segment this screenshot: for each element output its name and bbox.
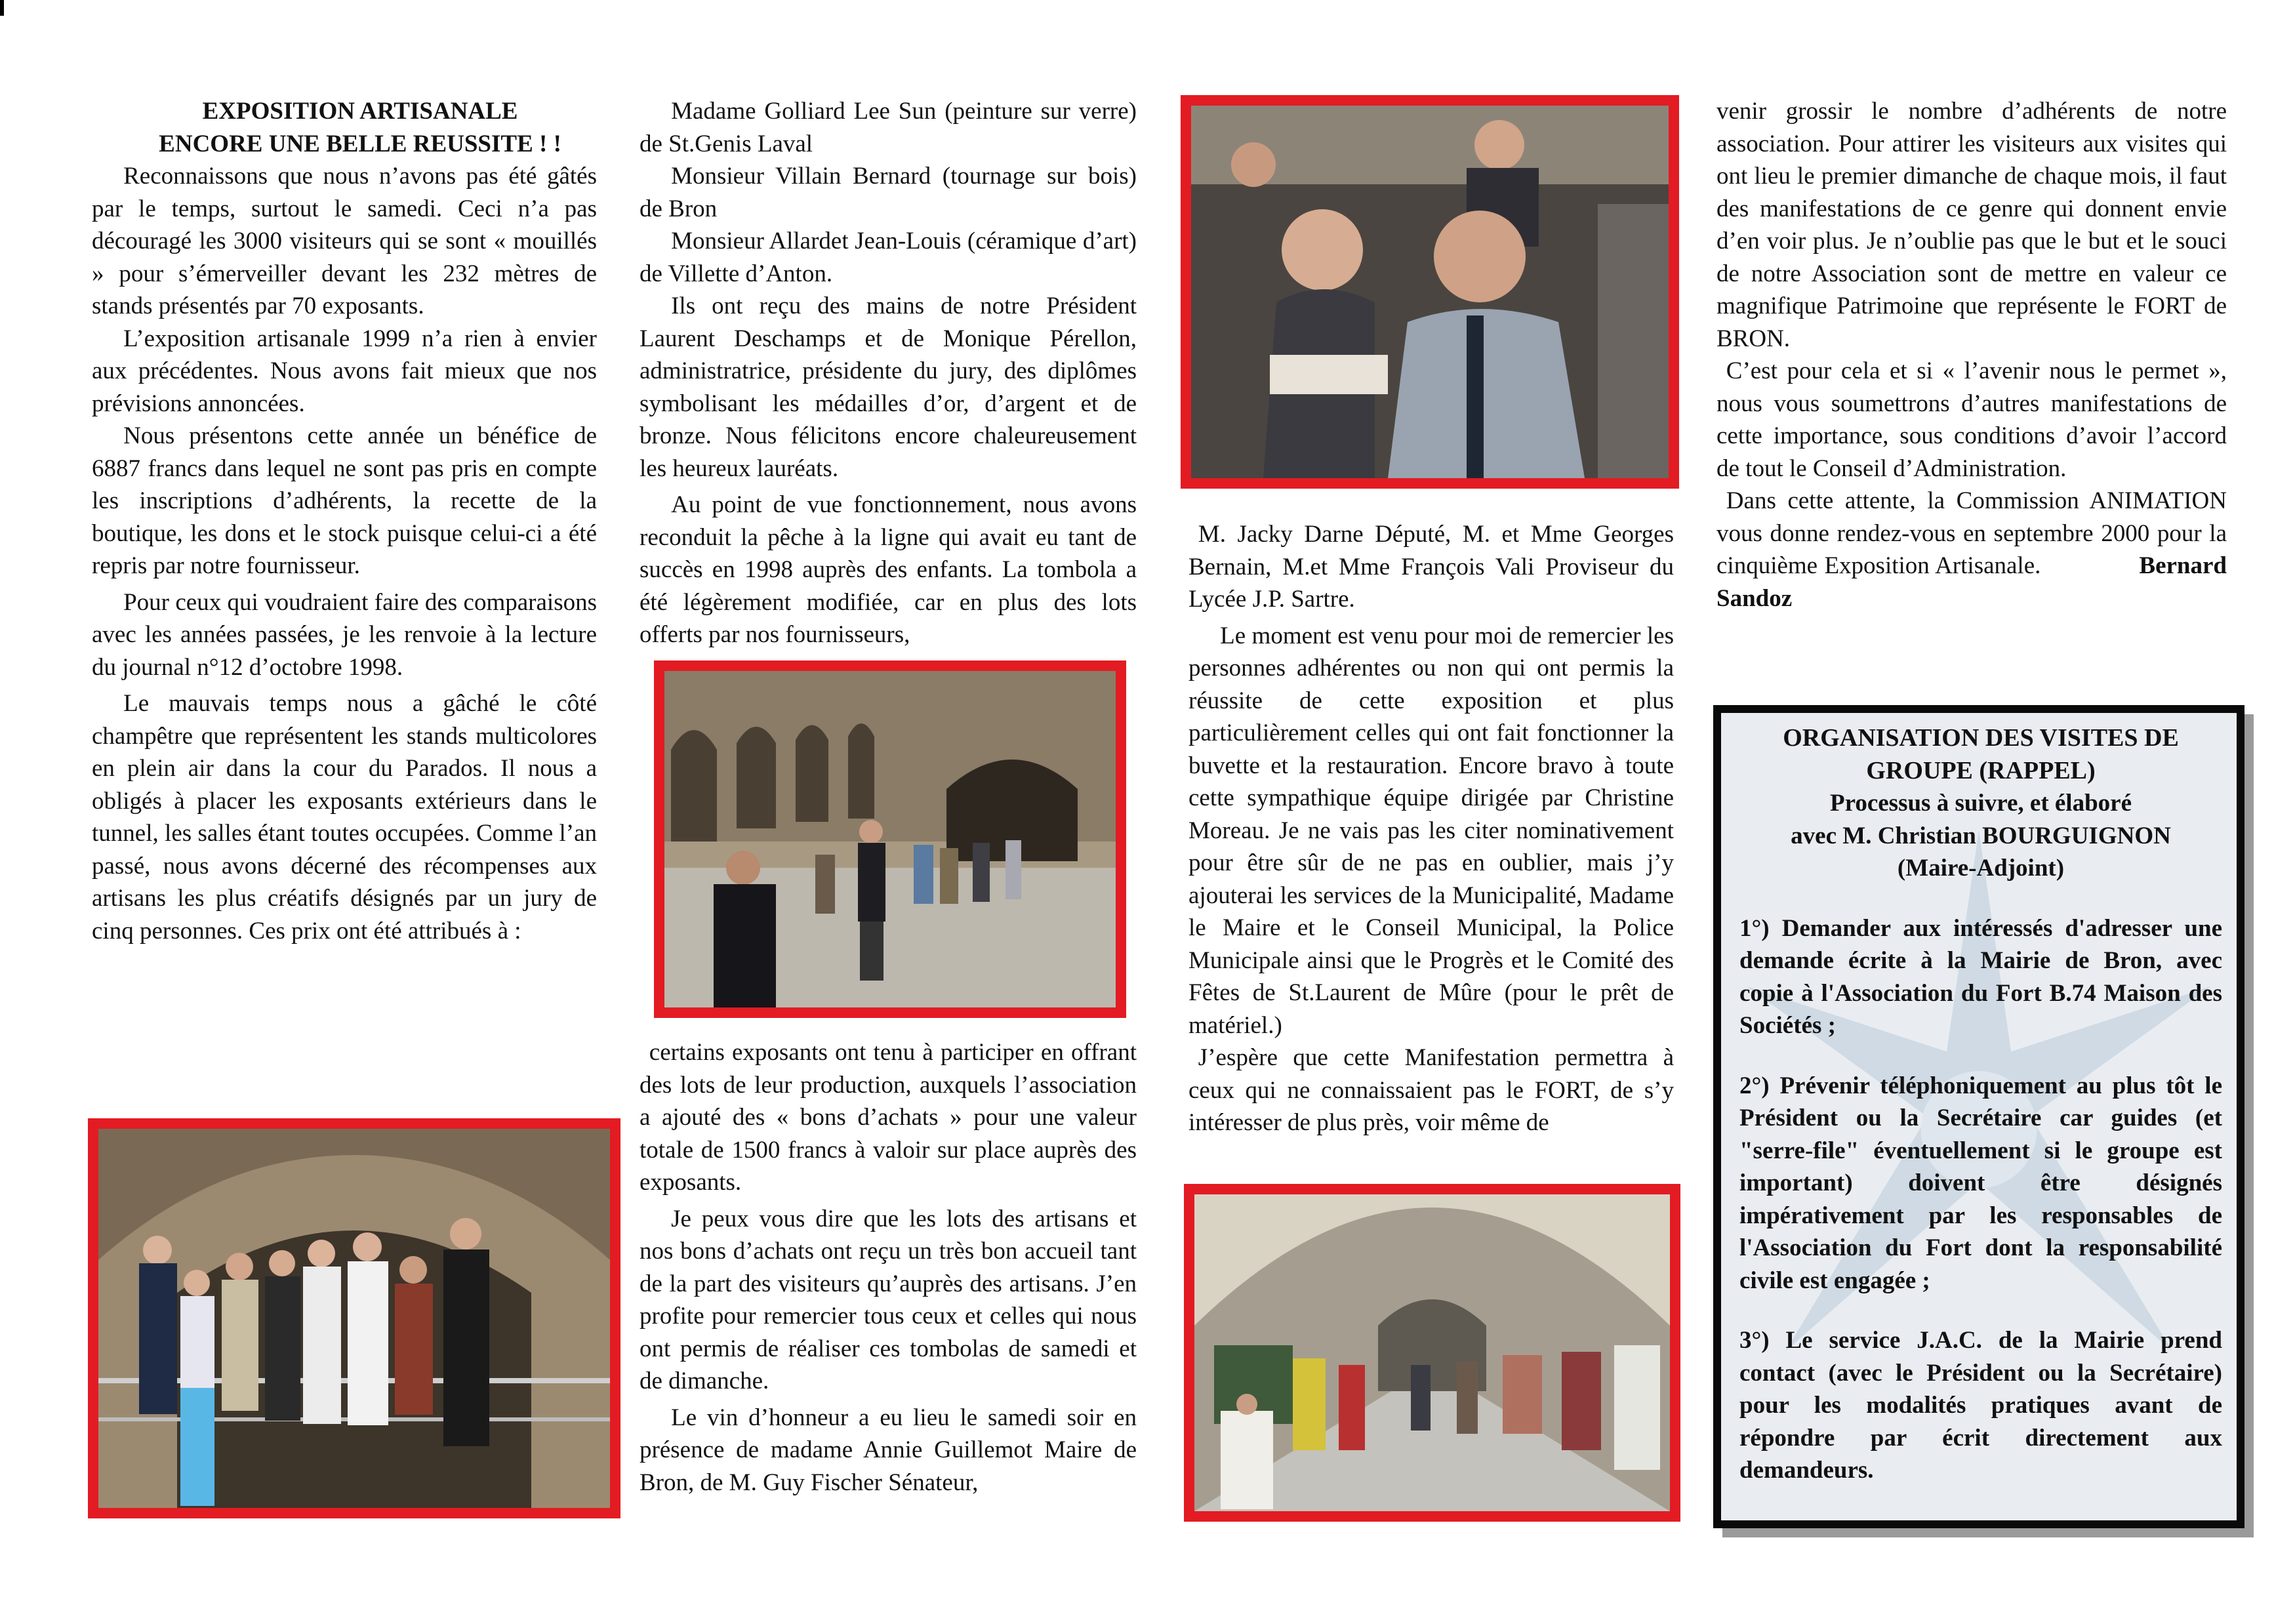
signature: Bernard Sandoz (1716, 552, 2227, 612)
paragraph: Le moment est venu pour moi de remercier les personnes adhérentes ou non qui ont permis la réussite de cette exposition et plus particulièrement celles qui ont fait fonctionner la buvette et la restauration. Encore bravo à toute cette sympathique équipe dirigée par Christine Moreau. Je ne vais pas les citer nominativement pour être sûr de ne pas en oublier, mais j’y ajouterai les services de la Municipalité, Madame le Maire et le Conseil Municipal, la Police Municipale ainsi que le Progrès et le Comité des Fêtes de St.Laurent de Mûre (pour le prêt de matériel.) (1188, 622, 1674, 1039)
column-1 (92, 95, 597, 947)
photo-vin-d-honneur (1181, 95, 1679, 489)
scan-corner-mark (0, 0, 4, 16)
notice-item-2: 2°) Prévenir téléphoniquement au plus tôt le Président ou la Secrétaire car guides (et "serre-file" éventuellement si le groupe est important) doivent être désignés impérativement par les responsables de l'Association du Fort dont la responsabilité civile est engagée ; (1739, 1072, 2222, 1294)
paragraph: J’espère que cette Manifestation permettra à ceux qui ne connaissaient pas le FORT, de s’y intéresser de plus près, voir même de (1188, 1044, 1674, 1136)
notice-subtitle-line1: Processus à suivre, et élaboré (1829, 790, 2132, 817)
photo-fort-courtyard (654, 660, 1126, 1018)
paragraph: Madame Golliard Lee Sun (peinture sur verre) de St.Genis Laval (640, 98, 1137, 157)
paragraph: certains exposants ont tenu à participer en offrant des lots de leur production, auxquels l’association a ajouté des « bons d’achats » pour une valeur totale de 1500 francs à valoir sur place auprès des exposants. (640, 1039, 1137, 1196)
group-visits-notice-box (1713, 705, 2244, 1528)
notice-item-3: 3°) Le service J.A.C. de la Mairie prend contact (avec le Président ou la Secrétaire) pour les modalités pratiques avant de répondre par écrit directement aux demandeurs. (1739, 1327, 2222, 1484)
closing-text: Dans cette attente, la Commission ANIMATION vous donne rendez-vous en septembre 2000 pour la cinquième Exposition Artisanale. (1716, 487, 2227, 579)
column-3 (1188, 518, 1674, 1139)
notice-title: ORGANISATION DES VISITES DE GROUPE (RAPPEL) (1783, 724, 2179, 784)
paragraph (1716, 485, 2227, 615)
paragraph: L’exposition artisanale 1999 n’a rien à envier aux précédentes. Nous avons fait mieux que nos prévisions annoncées. (92, 325, 597, 417)
paragraph: Monsieur Villain Bernard (tournage sur bois) de Bron (640, 163, 1137, 222)
notice-subtitle-line3: (Maire-Adjoint) (1897, 855, 2065, 882)
paragraph: Reconnaissons que nous n’avons pas été gâtés par le temps, surtout le samedi. Ceci n’a pas découragé les 3000 visiteurs qui se sont « mouillés » pour s’émerveiller devant les 232 mètres de stands présentés par 70 exposants. (92, 163, 597, 319)
notice-subtitle-line2: avec M. Christian BOURGUIGNON (1791, 822, 2171, 849)
photo-tunnel-stands (1184, 1184, 1680, 1522)
paragraph: Au point de vue fonctionnement, nous avons reconduit la pêche à la ligne qui avait eu tant de succès en 1998 auprès des enfants. La tombola a été légèrement modifiée, car en plus des lots offerts par nos fournisseurs, (640, 491, 1137, 648)
paragraph: Pour ceux qui voudraient faire des comparaisons avec les années passées, je les renvoie à la lecture du journal n°12 d’octobre 1998. (92, 588, 597, 681)
paragraph: Je peux vous dire que les lots des artisans et nos bons d’achats ont reçu un très bon accueil tant de la part des visiteurs qu’auprès des artisans. J’en profite pour remercier tous ceux et celles qui nous ont permis de réaliser ces tombolas de samedi et de dimanche. (640, 1205, 1137, 1394)
notice-item-1: 1°) Demander aux intéressés d'adresser une demande écrite à la Mairie de Bron, avec copie à l'Association du Fort B.74 Maison des Sociétés ; (1739, 914, 2222, 1039)
paragraph: Monsieur Allardet Jean-Louis (céramique d’art) de Villette d’Anton. (640, 228, 1137, 287)
paragraph: Nous présentons cette année un bénéfice de 6887 francs dans lequel ne sont pas pris en compte les inscriptions d’adhérents, la recette de la boutique, les dons et le stock puisque celui-ci a été repris par notre fournisseur. (92, 422, 597, 579)
paragraph: M. Jacky Darne Député, M. et Mme Georges Bernain, M.et Mme François Vali Proviseur du Lycée J.P. Sartre. (1188, 521, 1674, 613)
paragraph: Ils ont reçu des mains de notre Président Laurent Deschamps et de Monique Pérellon, administratrice, présidente du jury, des diplômes symbolisant les médailles d’or, d’argent et de bronze. Nous félicitons encore chaleureusement les heureux lauréats. (640, 293, 1137, 482)
column-2-continued (640, 1036, 1137, 1499)
paragraph: venir grossir le nombre d’adhérents de notre association. Pour attirer les visiteurs aux visites qui ont lieu le premier dimanche de chaque mois, il faut des manifestations de ce genre qui donnent envie d’en voir plus. Je n’oublie pas que le but et le souci de notre Association sont de mettre en valeur ce magnifique Patrimoine que représente le FORT de BRON. (1716, 98, 2227, 352)
column-4 (1716, 95, 2227, 615)
paragraph: Le mauvais temps nous a gâché le côté champêtre que représentent les stands multicolores en plein air dans la cour du Parados. Il nous a obligés à placer les exposants extérieurs dans le tunnel, les salles étant toutes occupées. Comme l’an passé, nous avons décerné des récompenses aux artisans les plus créatifs désignés par un jury de cinq personnes. Ces prix ont été attribués à : (92, 690, 597, 944)
paragraph: Le vin d’honneur a eu lieu le samedi soir en présence de madame Annie Guillemot Maire de Bron, de M. Guy Fischer Sénateur, (640, 1404, 1137, 1496)
paragraph: C’est pour cela et si « l’avenir nous le permet », nous vous soumettrons d’autres manifestations de cette importance, sous conditions d’avoir l’accord de tout le Conseil d’Administration. (1716, 357, 2227, 482)
article-title-line2: ENCORE UNE BELLE REUSSITE ! ! (159, 130, 561, 157)
photo-group-at-arch (88, 1118, 620, 1518)
column-2 (640, 95, 1137, 651)
article-title-line1: EXPOSITION ARTISANALE (202, 98, 518, 125)
